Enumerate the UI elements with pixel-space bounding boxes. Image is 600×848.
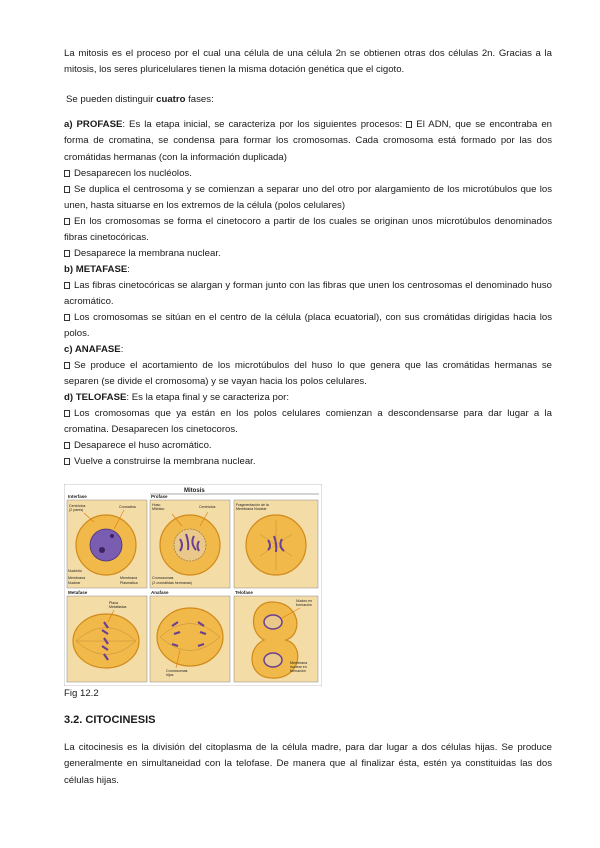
- section-title: 3.2. CITOCINESIS: [64, 714, 156, 726]
- panel-telofase: [234, 590, 318, 682]
- profase-bullet: [64, 246, 552, 262]
- label-placa: Placa: [109, 601, 118, 605]
- label-centriolos-2: (2 pares): [69, 508, 84, 512]
- anafase-bullet-1: Se produce el acortamiento de los microtúbulos del huso lo que genera que las cromátidas hermanas se separen (se divide el cromosoma) y se vayan hacia los polos celulares.: [64, 360, 552, 388]
- telofase-prefix: d): [64, 392, 76, 403]
- figure-caption: Fig 12.2: [64, 688, 99, 699]
- label-anafase: Anafase: [151, 590, 169, 595]
- profase-bullet: [64, 166, 552, 182]
- interfase-nucleolus: [99, 547, 105, 553]
- label-frag-1: Fragmentación de la: [236, 503, 269, 507]
- anafase-prefix: c): [64, 344, 75, 355]
- panel-metafase: [67, 590, 147, 682]
- label-telofase: Telofase: [235, 590, 253, 595]
- label-hijos: hijos: [166, 673, 174, 677]
- profase-heading: PROFASE: [76, 119, 123, 130]
- metafase-bullet: [64, 278, 552, 311]
- bullet-icon: [64, 250, 70, 257]
- label-plasmatica: Plasmática: [120, 581, 138, 585]
- label-metafasica: Metafásica: [109, 605, 127, 609]
- telofase-nucleus-top: [264, 615, 282, 629]
- label-frag-2: Membrana Nuclear: [236, 507, 267, 511]
- bullet-icon: [64, 458, 70, 465]
- profase-text: : Es la etapa inicial, se caracteriza por los siguientes procesos:: [122, 119, 403, 130]
- profase-paragraph: [64, 117, 552, 166]
- label-nucleolo: Nucléolo: [68, 569, 82, 573]
- profase-bullet-4: Desaparece la membrana nuclear.: [74, 248, 221, 259]
- label-centriolos: Centríolos: [69, 504, 86, 508]
- interfase-nucleolus: [110, 534, 114, 538]
- mitosis-figure: [64, 484, 322, 686]
- phases-intro: [66, 92, 554, 108]
- telofase-text: : Es la etapa final y se caracteriza por:: [126, 392, 290, 403]
- metafase-bullet-1: Las fibras cinetocóricas se alargan y forman junto con las fibras que unen los centrosomas el denominado huso acromático.: [64, 280, 552, 308]
- phases-intro-post: fases:: [185, 94, 214, 105]
- label-huso: Huso: [152, 503, 161, 507]
- label-formacion-1: formación: [296, 603, 312, 607]
- anafase-cell: [157, 608, 223, 666]
- metafase-bullet-2: Los cromosomas se sitúan en el centro de la célula (placa ecuatorial), con sus cromátidas dirigidas hacia los polos.: [64, 312, 552, 340]
- bullet-icon: [64, 362, 70, 369]
- label-cromatina: Cromatina: [119, 505, 136, 509]
- panel-profase-1: [150, 494, 230, 588]
- profase-bullet-0: El ADN, que se encontraba en forma de cromatina, se condensa para formar los cromosomas. Cada cromosoma está formado por las dos cromátidas hermanas (con la información duplicada): [64, 119, 552, 163]
- anafase-heading-line: [64, 342, 552, 358]
- bullet-icon: [64, 314, 70, 321]
- profase-bullet-2: Se duplica el centrosoma y se comienzan a separar uno del otro por alargamiento de los microtúbulos que los unen, hasta situarse en los extremos de la célula (polos celulares): [64, 184, 552, 212]
- intro-paragraph: La mitosis es el proceso por el cual una célula de una célula 2n se obtienen otras dos células 2n. Gracias a la mitosis, los seres pluricelulares tienen la misma dotación genética que el cigoto.: [64, 48, 552, 76]
- bullet-icon: [64, 170, 70, 177]
- panel-interfase: [67, 494, 147, 588]
- profase-nucleus: [174, 529, 206, 561]
- metafase-heading-line: [64, 262, 552, 278]
- metafase-prefix: b): [64, 264, 76, 275]
- label-profase: Profase: [151, 494, 168, 499]
- anafase-bullet: [64, 358, 552, 391]
- interfase-nucleus: [90, 529, 122, 561]
- mitosis-diagram: [64, 484, 322, 686]
- profase-bullet: [64, 214, 552, 247]
- profase-bullet-3: En los cromosomas se forma el cinetocoro a partir de los cuales se originan unos microtúbulos denominados fibras cinetocóricas.: [64, 216, 552, 244]
- bullet-icon: [64, 186, 70, 193]
- bullet-icon: [64, 410, 70, 417]
- label-cromosomas-hijos: Cromosomas: [166, 669, 188, 673]
- citocinesis-paragraph: La citocinesis es la división del citoplasma de la célula madre, para dar lugar a dos células hijas. Se produce generalmente en simultaneidad con la telofase. De manera que al finalizar ésta, estén ya constituidas las dos células hijas.: [64, 742, 552, 786]
- telofase-bullet-2: Desaparece el huso acromático.: [74, 440, 212, 451]
- label-nucleo-1: Núcleo en: [296, 599, 313, 603]
- telofase-bullet: [64, 406, 552, 439]
- metafase-heading: METAFASE: [75, 264, 128, 275]
- phases-intro-pre: Se pueden distinguir: [66, 94, 157, 105]
- figure-title: Mitosis: [184, 488, 205, 494]
- label-cromosomas: Cromosomas: [152, 576, 174, 580]
- telofase-bullet-3: Vuelve a construirse la membrana nuclear.: [74, 456, 256, 467]
- telofase-nucleus-bottom: [264, 653, 282, 667]
- label-centriolos-p: Centríolos: [199, 505, 216, 509]
- label-membrana: Membrana: [68, 576, 86, 580]
- anafase-text: :: [120, 344, 124, 355]
- telofase-bullet-1: Los cromosomas que ya están en los polos celulares comienzan a descondensarse para dar lugar a la cromatina. Desaparecen los cinetocoros.: [64, 408, 552, 436]
- label-memb-n1: Membrana: [290, 661, 308, 665]
- label-interfase: Interfase: [68, 494, 87, 499]
- bullet-icon: [406, 121, 412, 128]
- metafase-bullet: [64, 310, 552, 343]
- panel-profase-2: [234, 500, 318, 588]
- telofase-heading-line: [64, 390, 552, 406]
- bullet-icon: [64, 282, 70, 289]
- panel-anafase: [150, 590, 230, 682]
- telofase-heading: TELOFASE: [75, 392, 127, 403]
- label-mitotico: Mitótico: [152, 507, 165, 511]
- profase-bullet-1: Desaparecen los nucléolos.: [74, 168, 192, 179]
- bullet-icon: [64, 218, 70, 225]
- label-memb-n2: nuclear en: [290, 665, 307, 669]
- telofase-bullet: [64, 438, 552, 454]
- phases-intro-bold: cuatro: [156, 94, 186, 105]
- label-metafase: Metafase: [68, 590, 88, 595]
- profase-prefix: a): [64, 119, 77, 130]
- label-membrana-2: Membrana: [120, 576, 138, 580]
- label-nuclear: Nuclear: [68, 581, 81, 585]
- telofase-bullet: [64, 454, 552, 470]
- label-memb-n3: formación: [290, 669, 306, 673]
- profase-bullet: [64, 182, 552, 215]
- anafase-heading: ANAFASE: [74, 344, 121, 355]
- bullet-icon: [64, 442, 70, 449]
- label-cromatidas: (2 cromátidas hermanas): [152, 581, 192, 585]
- metafase-text: :: [127, 264, 130, 275]
